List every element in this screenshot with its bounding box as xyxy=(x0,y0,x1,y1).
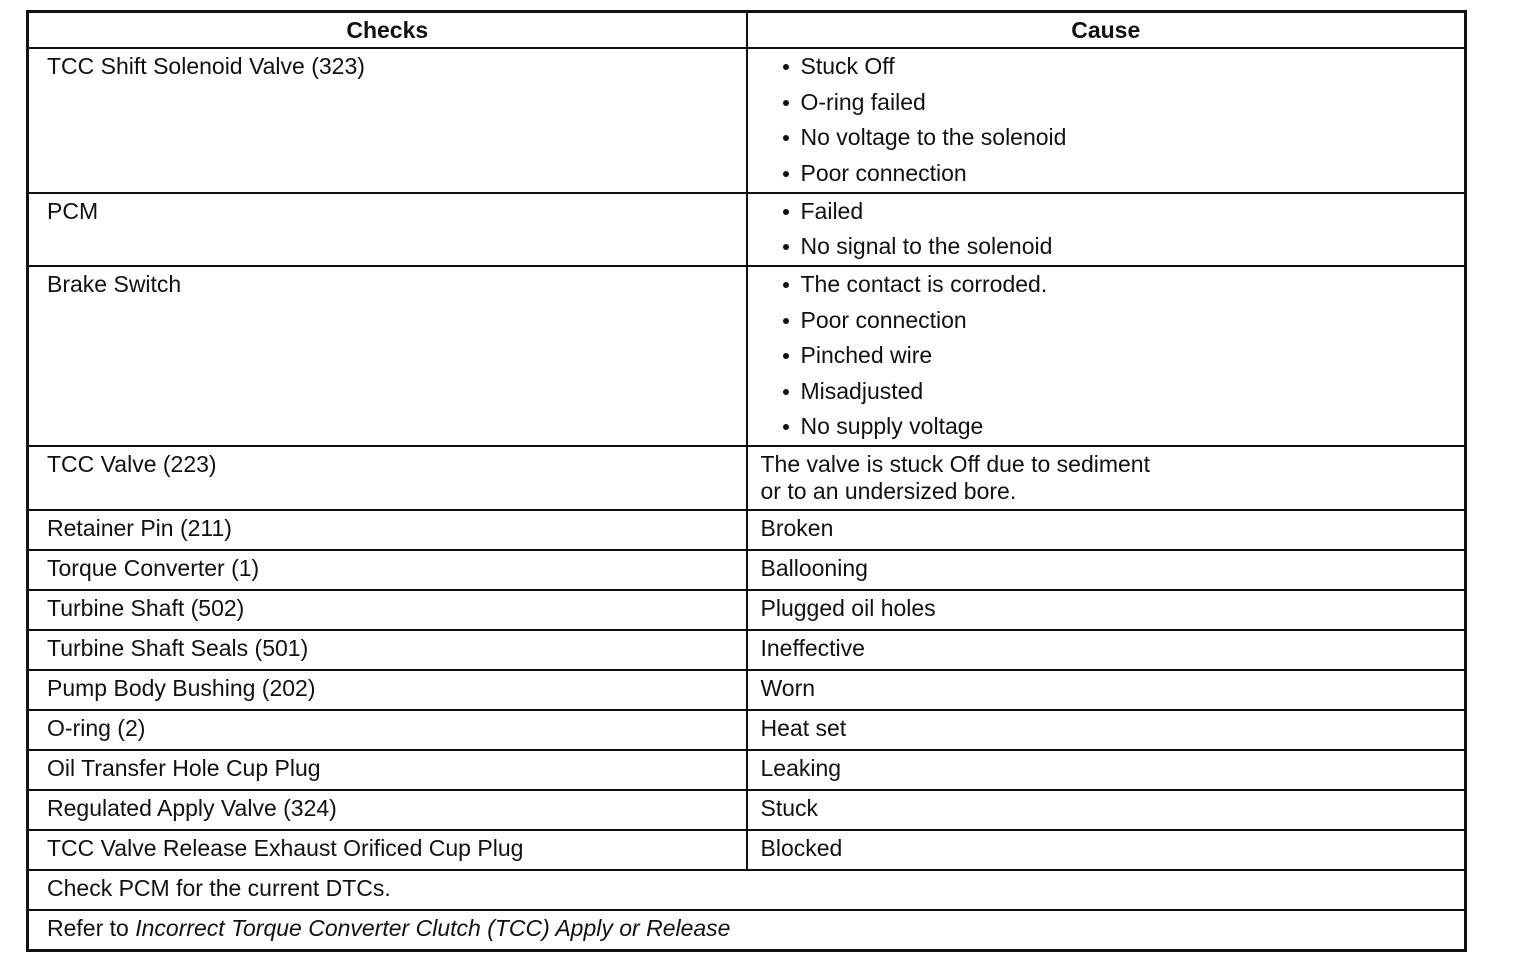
table-row xyxy=(28,510,1466,550)
cause-cell: Worn xyxy=(747,670,1466,710)
check-cell: Regulated Apply Valve (324) xyxy=(28,790,747,830)
check-cell: TCC Shift Solenoid Valve (323) xyxy=(28,48,747,193)
list-item: Misadjusted xyxy=(781,378,1455,414)
cause-cell: Ineffective xyxy=(747,630,1466,670)
cause-cell: Blocked xyxy=(747,830,1466,870)
check-cell: Turbine Shaft (502) xyxy=(28,590,747,630)
cause-list xyxy=(761,271,1455,441)
check-cell: Torque Converter (1) xyxy=(28,550,747,590)
header-cause: Cause xyxy=(747,12,1466,49)
list-item: Stuck Off xyxy=(781,53,1455,89)
table-row xyxy=(28,48,1466,193)
list-item: The contact is corroded. xyxy=(781,271,1455,307)
cause-cell xyxy=(747,48,1466,193)
table-row xyxy=(28,870,1466,910)
table-row xyxy=(28,670,1466,710)
cause-cell: Heat set xyxy=(747,710,1466,750)
check-cell: Pump Body Bushing (202) xyxy=(28,670,747,710)
cause-cell: Ballooning xyxy=(747,550,1466,590)
refer-link[interactable]: Incorrect Torque Converter Clutch (TCC) Apply or Release xyxy=(135,915,731,941)
table-row xyxy=(28,750,1466,790)
list-item: Poor connection xyxy=(781,307,1455,343)
table-row xyxy=(28,446,1466,510)
check-cell: TCC Valve (223) xyxy=(28,446,747,510)
check-cell: Brake Switch xyxy=(28,266,747,446)
table-row xyxy=(28,830,1466,870)
list-item: Failed xyxy=(781,198,1455,234)
table-row xyxy=(28,710,1466,750)
list-item: Poor connection xyxy=(781,160,1455,188)
check-pcm-note: Check PCM for the current DTCs. xyxy=(28,870,1466,910)
cause-list xyxy=(761,198,1455,262)
table-row xyxy=(28,590,1466,630)
list-item: O-ring failed xyxy=(781,89,1455,125)
check-cell: TCC Valve Release Exhaust Orificed Cup Plug xyxy=(28,830,747,870)
cause-cell: Leaking xyxy=(747,750,1466,790)
check-cell: Retainer Pin (211) xyxy=(28,510,747,550)
table-row xyxy=(28,630,1466,670)
table-row xyxy=(28,910,1466,951)
cause-cell: Broken xyxy=(747,510,1466,550)
table-row xyxy=(28,790,1466,830)
list-item: No voltage to the solenoid xyxy=(781,124,1455,160)
refer-note xyxy=(28,910,1466,951)
list-item: Pinched wire xyxy=(781,342,1455,378)
cause-cell xyxy=(747,446,1466,510)
cause-list xyxy=(761,53,1455,188)
cause-cell: Stuck xyxy=(747,790,1466,830)
cause-cell xyxy=(747,193,1466,267)
refer-prefix: Refer to xyxy=(47,915,136,941)
cause-cell: Plugged oil holes xyxy=(747,590,1466,630)
table-row xyxy=(28,193,1466,267)
check-cell: Oil Transfer Hole Cup Plug xyxy=(28,750,747,790)
list-item: No signal to the solenoid xyxy=(781,233,1455,261)
check-cell: O-ring (2) xyxy=(28,710,747,750)
cause-cell xyxy=(747,266,1466,446)
cause-text: The valve is stuck Off due to sediment or to an undersized bore. xyxy=(760,451,1150,504)
header-row xyxy=(28,12,1466,49)
table-row xyxy=(28,550,1466,590)
check-cell: Turbine Shaft Seals (501) xyxy=(28,630,747,670)
diagnostic-table xyxy=(26,10,1467,952)
header-checks: Checks xyxy=(28,12,747,49)
list-item: No supply voltage xyxy=(781,413,1455,441)
check-cell: PCM xyxy=(28,193,747,267)
table-row xyxy=(28,266,1466,446)
